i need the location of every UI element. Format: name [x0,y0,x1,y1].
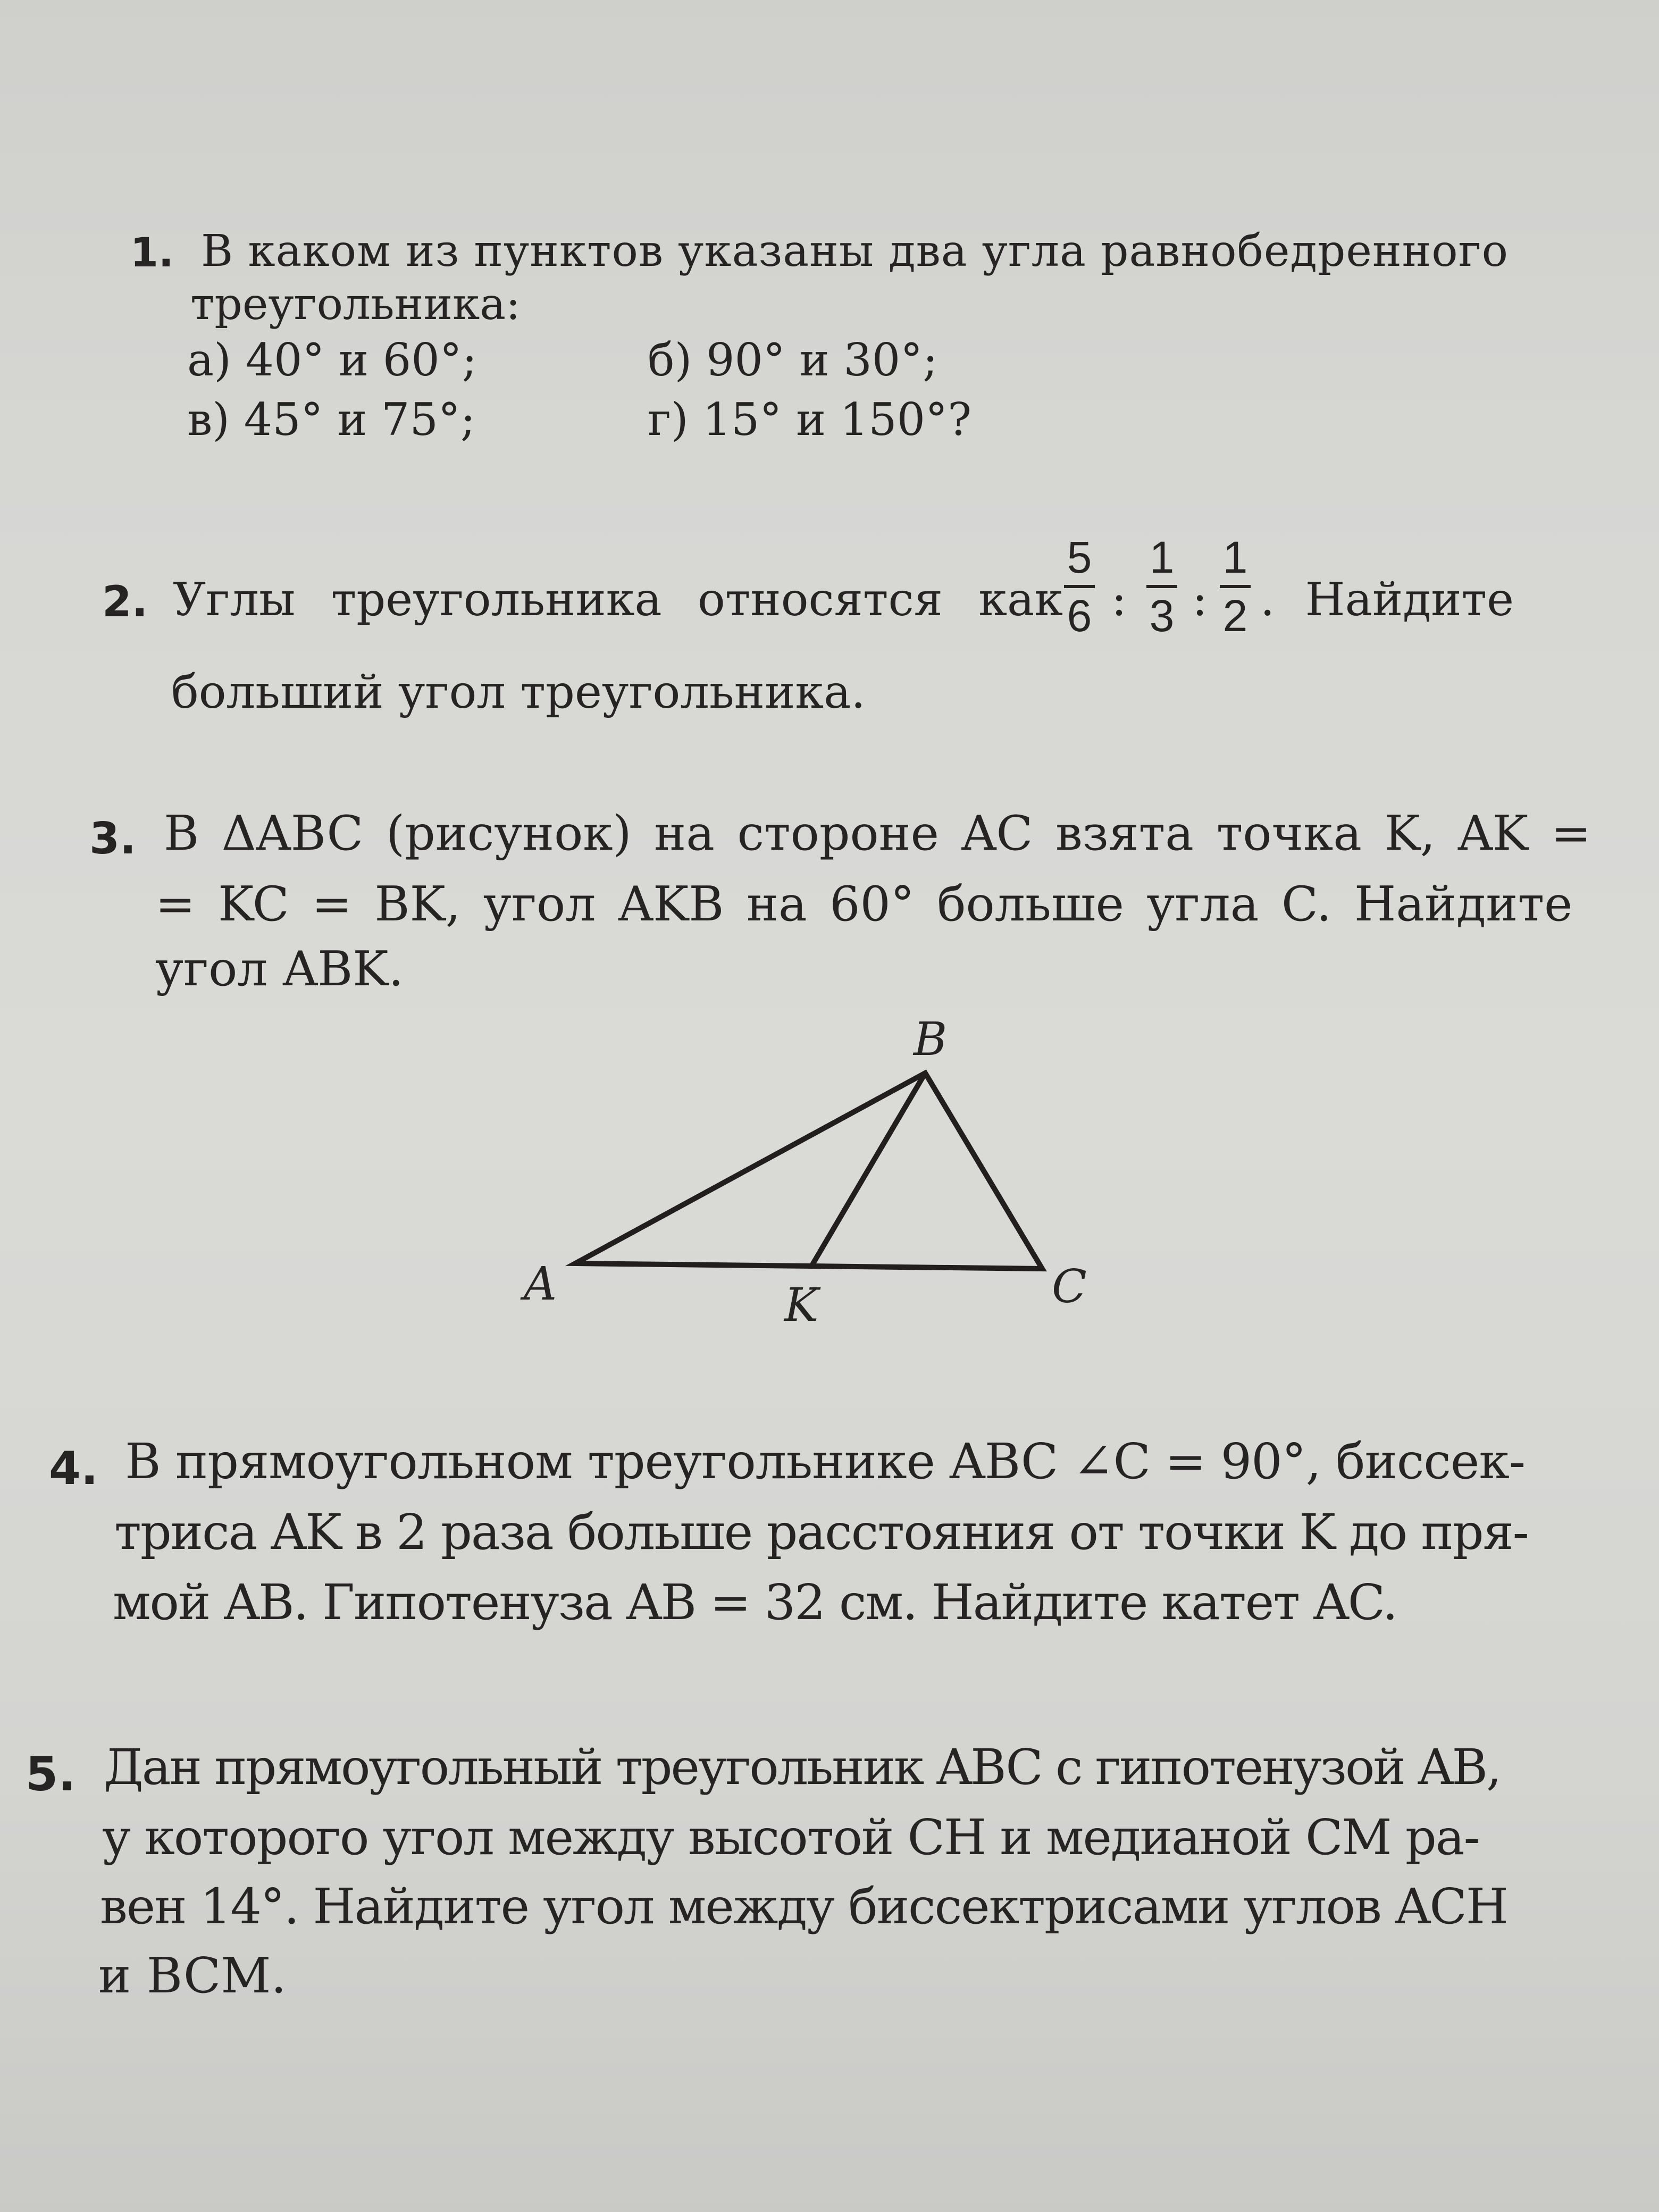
fraction-bar [1064,585,1095,588]
problem-text-line: триса AK в 2 раза больше расстояния от точки K до пря- [114,1504,1528,1561]
answer-option-g: г) 15° и 150°? [648,393,972,446]
problem-text-line: . Найдите [1260,573,1514,626]
fraction-numerator: 1 [1149,532,1175,582]
ratio-fraction-3 [1217,532,1254,641]
fraction-bar [1220,585,1251,588]
problem-text-line: мой AB. Гипотенуза AB = 32 см. Найдите катет AC. [113,1574,1397,1631]
answer-option-b: б) 90° и 30°; [648,334,938,386]
problem-text-line: В прямоугольном треугольнике ABC ∠C = 90°, биссек- [125,1433,1525,1490]
ratio-separator: : [1192,573,1208,626]
fraction-numerator: 1 [1222,532,1248,582]
problem-number: 3. [89,814,137,864]
vertex-label-k: K [784,1279,819,1332]
problem-text-line: = KC = BK, угол AKB на 60° больше угла C. Найдите [155,876,1573,932]
problem-text-line: угол ABK. [155,941,404,997]
problem-text-line: у которого угол между высотой CH и медианой CM ра- [102,1809,1479,1866]
problem-text-line: вен 14°. Найдите угол между биссектрисами углов ACH [100,1878,1507,1935]
fraction-bar [1146,585,1177,588]
vertex-label-b: B [914,1013,948,1066]
ratio-separator: : [1111,573,1127,626]
ratio-fraction-1 [1061,532,1098,641]
problem-number: 5. [26,1747,76,1802]
fraction-denominator: 2 [1222,591,1248,641]
vertex-label-c: C [1052,1260,1087,1313]
vertex-label-a: A [524,1258,557,1311]
fraction-denominator: 6 [1067,591,1092,641]
problem-number: 1. [130,229,174,276]
fraction-numerator: 5 [1067,532,1092,582]
problem-text-line: Дан прямоугольный треугольник ABC с гипотенузой AB, [104,1739,1501,1796]
answer-option-v: в) 45° и 75°; [187,393,476,446]
problem-text-line: В ΔABC (рисунок) на стороне AC взята точка K, AK = [164,806,1591,861]
ratio-fraction-2 [1143,532,1180,641]
answer-option-a: а) 40° и 60°; [187,334,477,386]
problem-text-line: треугольника: [190,279,521,330]
problem-text-line: больший угол треугольника. [171,666,866,719]
problem-text-line: Углы треугольника относятся как [173,573,1063,626]
problem-number: 2. [102,577,148,626]
problem-text-line: и BCM. [98,1947,287,2004]
problem-number: 4. [49,1442,98,1495]
problem-text-line: В каком из пунктов указаны два угла равнобедренного [201,226,1509,276]
triangle-abc [575,1073,1042,1269]
fraction-denominator: 3 [1149,591,1175,641]
